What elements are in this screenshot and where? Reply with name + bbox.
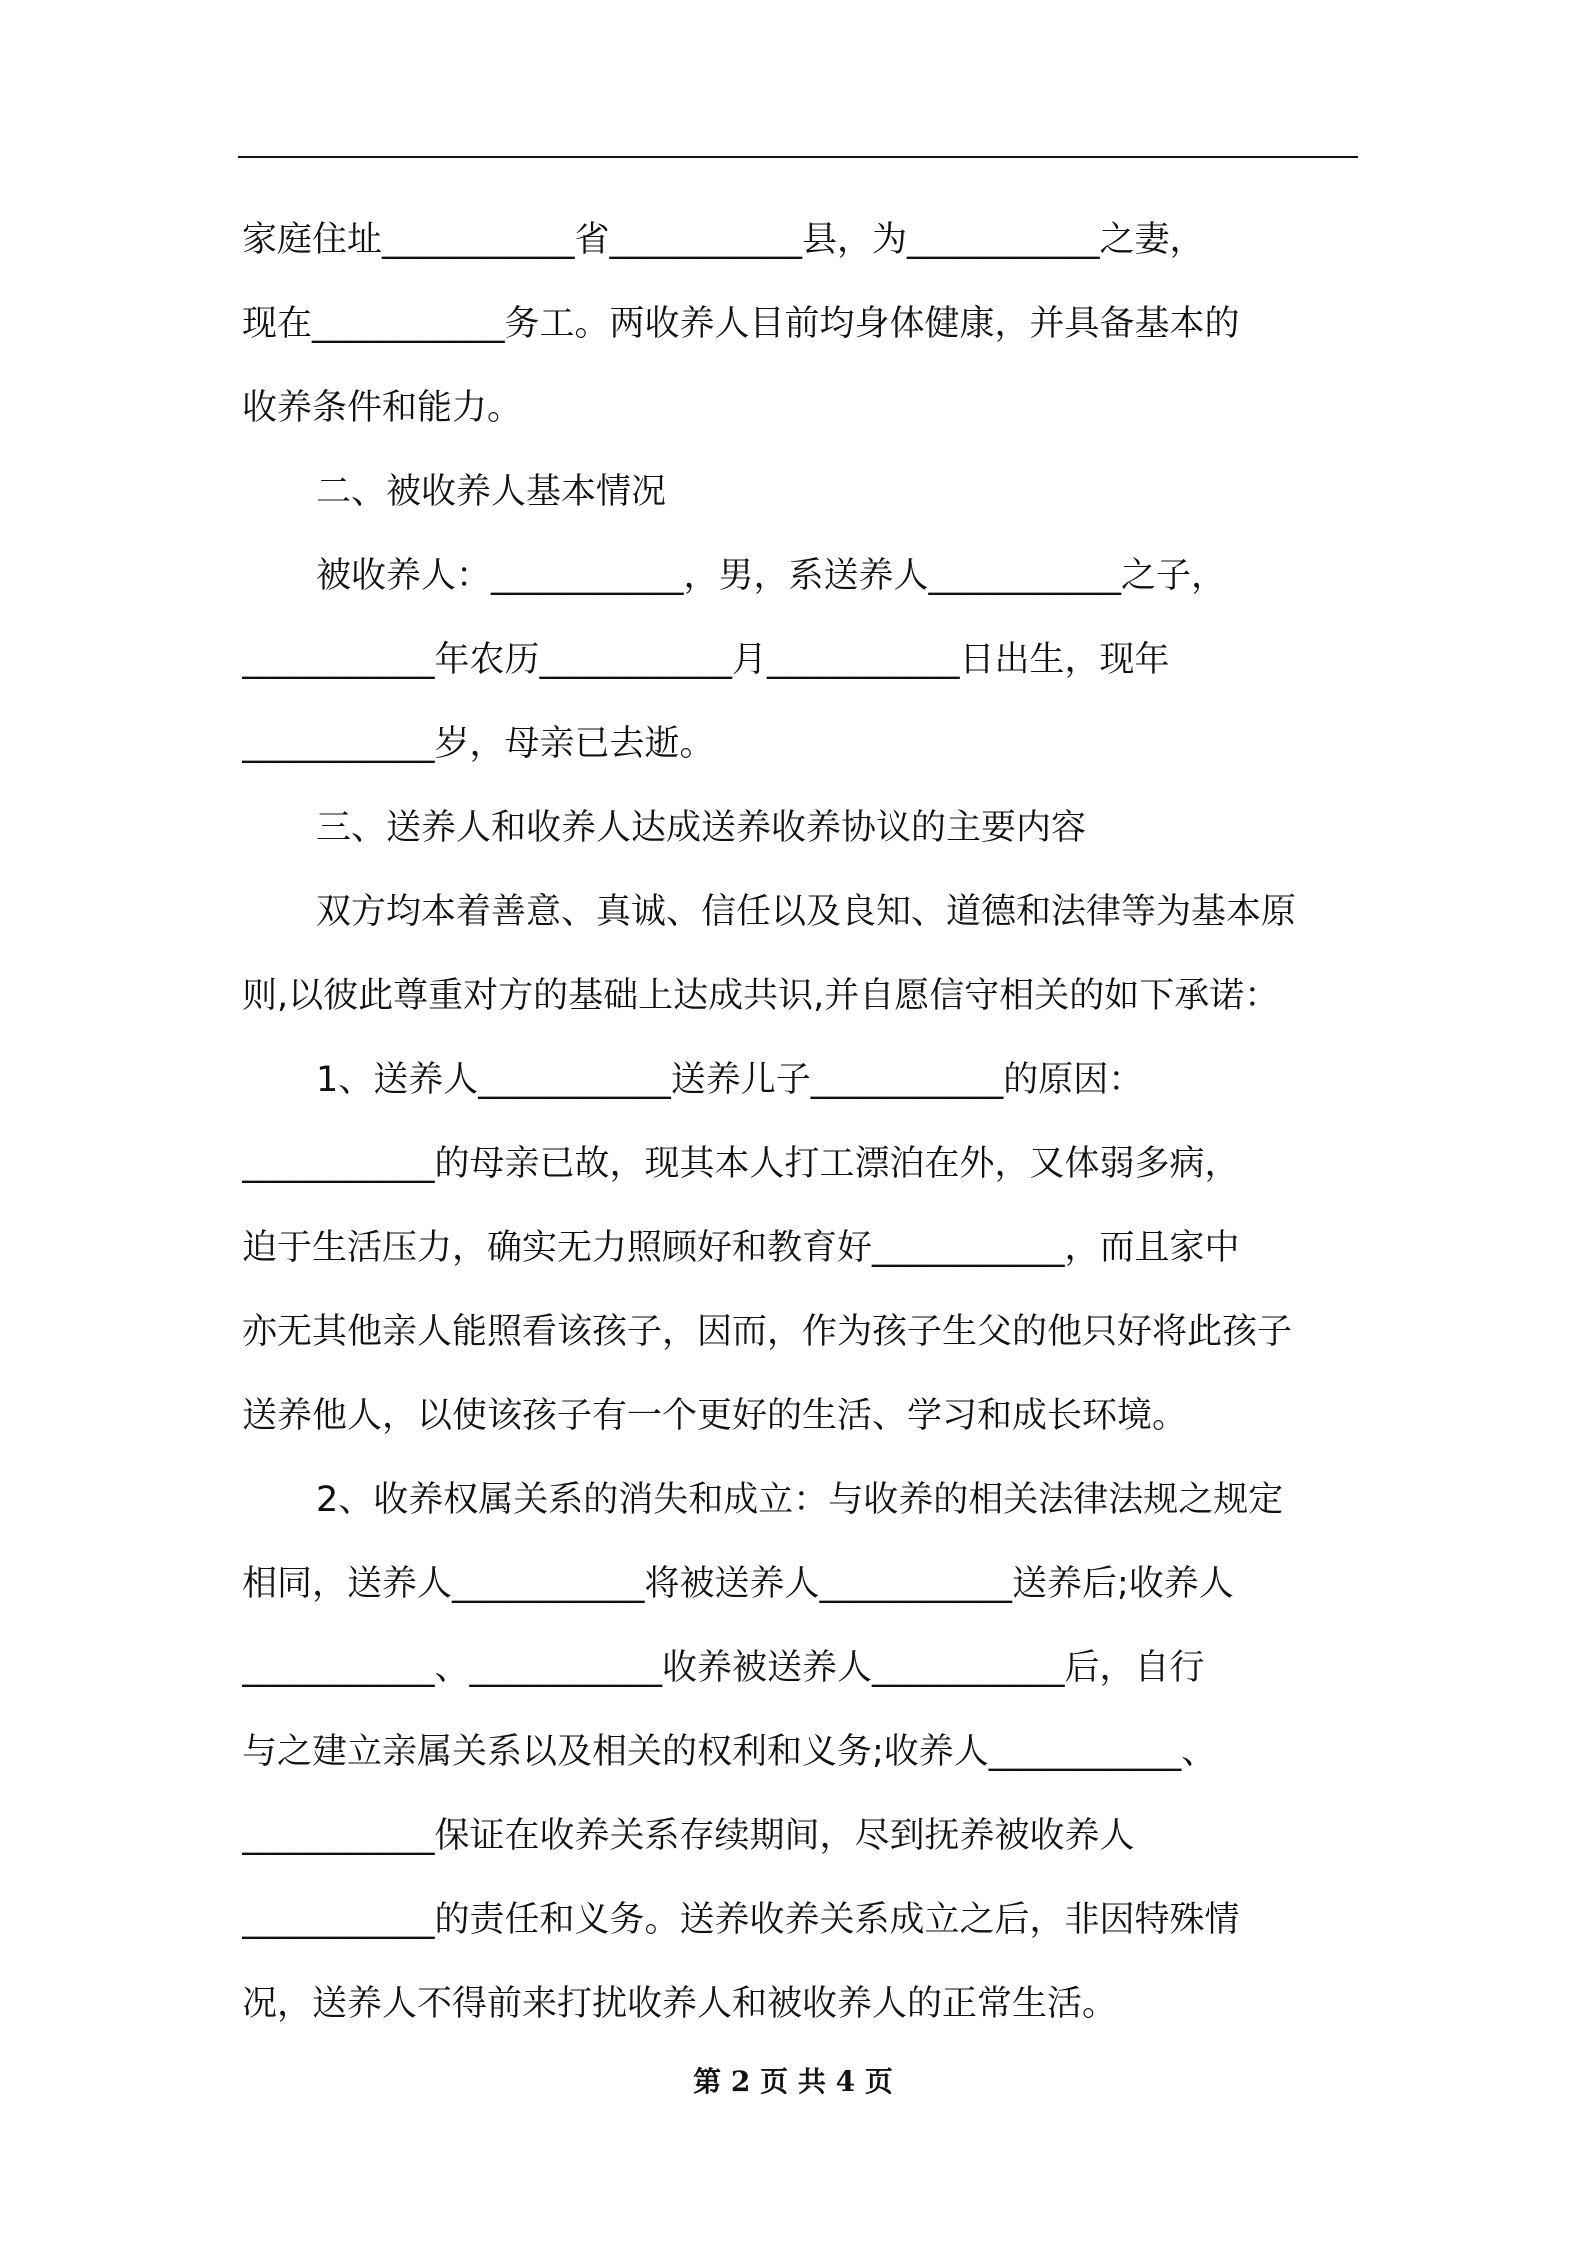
text-line: ___________、___________收养被送养人___________后，自行 <box>242 1648 1205 1688</box>
text-line: 收养条件和能力。 <box>242 388 523 428</box>
text-line: ___________保证在收养关系存续期间，尽到抚养被收养人 <box>242 1816 1135 1856</box>
text-line: ___________的母亲已故，现其本人打工漂泊在外，又体弱多病， <box>242 1144 1240 1184</box>
text-line: 1、送养人___________送养儿子___________的原因： <box>316 1060 1144 1100</box>
header-rule <box>238 156 1358 158</box>
page-number-label: 第 2 页 共 4 页 <box>693 2065 893 2098</box>
text-line: 亦无其他亲人能照看该孩子，因而，作为孩子生父的他只好将此孩子 <box>242 1312 1293 1352</box>
text-line: 迫于生活压力，确实无力照顾好和教育好___________，而且家中 <box>242 1228 1240 1268</box>
text-line: 双方均本着善意、真诚、信任以及良知、道德和法律等为基本原 <box>316 892 1297 932</box>
text-line: ___________岁，母亲已去逝。 <box>242 724 715 764</box>
text-line: ___________的责任和义务。送养收养关系成立之后，非因特殊情 <box>242 1900 1240 1940</box>
section-heading: 二、被收养人基本情况 <box>316 472 667 512</box>
text-line: 现在___________务工。两收养人目前均身体健康，并具备基本的 <box>242 304 1240 344</box>
text-line: 相同，送养人___________将被送养人___________送养后;收养人 <box>242 1564 1234 1604</box>
section-heading: 三、送养人和收养人达成送养收养协议的主要内容 <box>316 808 1087 848</box>
text-line: ___________年农历___________月___________日出生，现年 <box>242 640 1170 680</box>
text-line: 则,以彼此尊重对方的基础上达成共识,并自愿信守相关的如下承诺： <box>242 976 1280 1016</box>
page-footer <box>0 2060 1586 2100</box>
text-line: 与之建立亲属关系以及相关的权利和义务;收养人___________、 <box>242 1732 1217 1772</box>
document-body <box>242 198 1354 2046</box>
text-line: 送养他人，以使该孩子有一个更好的生活、学习和成长环境。 <box>242 1396 1188 1436</box>
text-line: 况，送养人不得前来打扰收养人和被收养人的正常生活。 <box>242 1984 1118 2024</box>
text-line: 家庭住址___________省___________县，为___________之妻， <box>242 220 1205 260</box>
text-line: 2、收养权属关系的消失和成立：与收养的相关法律法规之规定 <box>316 1480 1284 1520</box>
text-line: 被收养人：___________，男，系送养人___________之子， <box>316 556 1227 596</box>
